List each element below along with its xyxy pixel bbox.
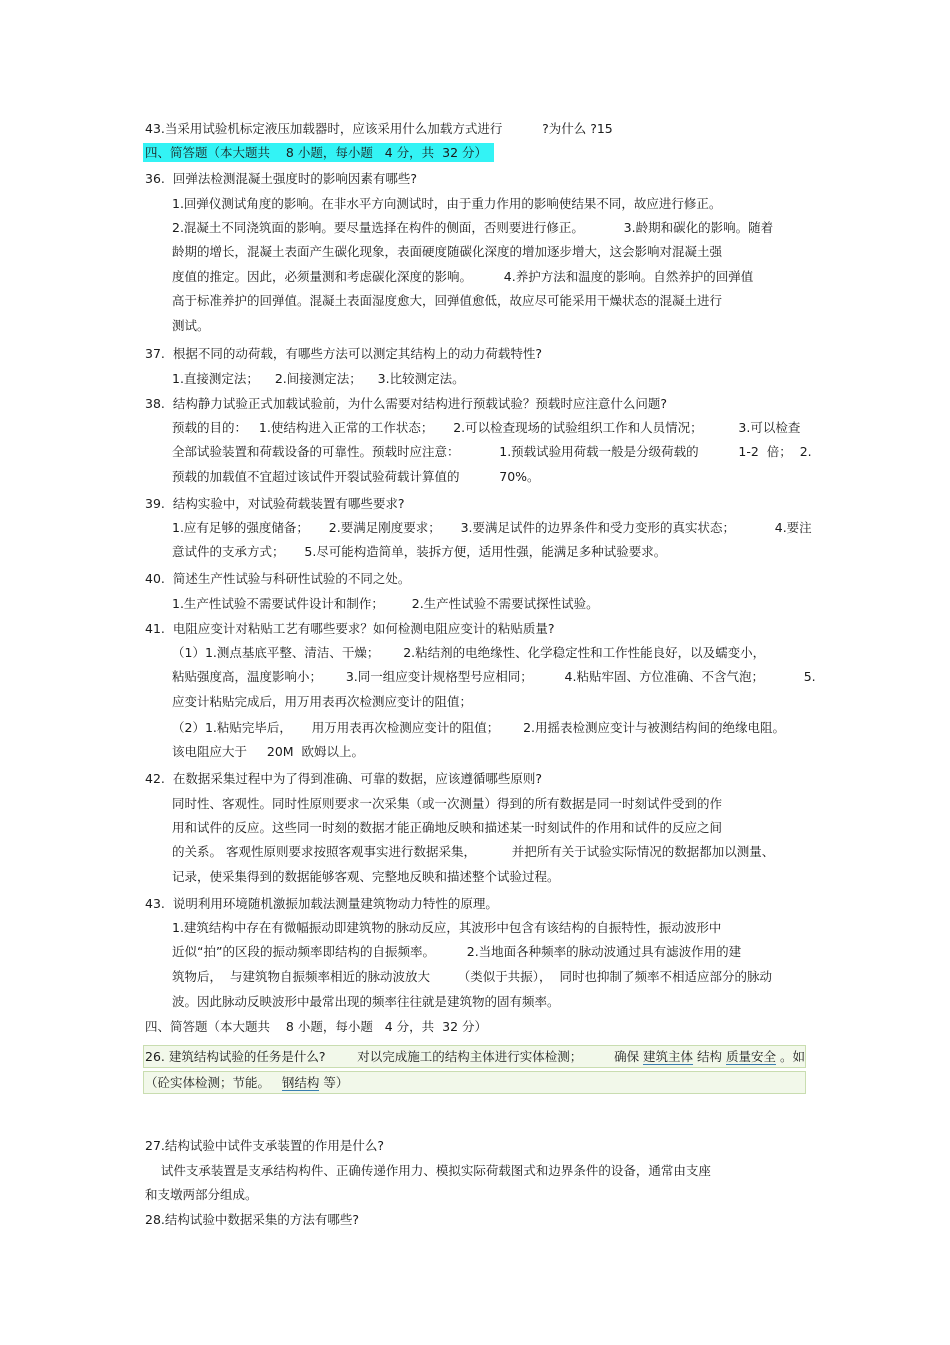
answer-39-line-1: 1.应有足够的强度储备； 2.要满足刚度要求； 3.要满足试件的边界条件和受力变形的真实状态； 4.要注 — [172, 520, 812, 535]
answer-36-line-2: 2.混凝土不同浇筑面的影响。要尽量选择在构件的侧面，否则要进行修正。 3.龄期和碳化的影响。随着 — [172, 220, 774, 235]
section-heading: 四、简答题（本大题共 8 小题，每小题 4 分，共 32 分） — [145, 1019, 487, 1034]
question-38: 38. 结构静力试验正式加载试验前，为什么需要对结构进行预载试验？预载时应注意什么问题? — [145, 396, 667, 411]
question-27: 27.结构试验中试件支承装置的作用是什么? — [145, 1138, 385, 1153]
answer-36-line-3: 龄期的增长，混凝土表面产生碳化现象，表面硬度随碳化深度的增加逐步增大，这会影响对混凝土强 — [172, 244, 723, 259]
answer-42-line-3: 的关系。 客观性原则要求按照客观事实进行数据采集， 并把所有关于试验实际情况的数据都加以测量、 — [172, 844, 775, 859]
answer-40: 1.生产性试验不需要试件设计和制作； 2.生产性试验不需要试探性试验。 — [172, 596, 599, 611]
answer-36-line-4: 度值的推定。因此，必须量测和考虑碳化深度的影响。 4.养护方法和温度的影响。自然养护的回弹值 — [172, 269, 754, 284]
section-heading-highlighted: 四、简答题（本大题共 8 小题，每小题 4 分，共 32 分） — [145, 145, 487, 160]
answer-36-line-6: 测试。 — [172, 318, 210, 333]
question-28: 28.结构试验中数据采集的方法有哪些? — [145, 1212, 360, 1227]
answer-39-line-2: 意试件的支承方式； 5.尽可能构造简单，装拆方便，适用性强，能满足多种试验要求。 — [172, 544, 667, 559]
answer-43-line-1: 1.建筑结构中存在有微幅振动即建筑物的脉动反应，其波形中包含有该结构的自振特性，振动波形中 — [172, 920, 722, 935]
question-42: 42. 在数据采集过程中为了得到准确、可靠的数据，应该遵循哪些原则? — [145, 771, 542, 786]
answer-42-line-1: 同时性、客观性。同时性原则要求一次采集（或一次测量）得到的所有数据是同一时刻试件受到的作 — [172, 796, 723, 811]
answer-42-line-2: 用和试件的反应。这些同一时刻的数据才能正确地反映和描述某一时刻试件的作用和试件的反应之间 — [172, 820, 723, 835]
answer-43-line-2: 近似“拍”的区段的振动频率即结构的自振频率。 2.当地面各种频率的脉动波通过具有滤波作用的建 — [172, 944, 742, 959]
question-39: 39. 结构实验中，对试验荷载装置有哪些要求? — [145, 496, 405, 511]
answer-41-line-2: 粘贴强度高，温度影响小； 3.同一组应变计规格型号应相同； 4.粘贴牢固、方位准确、不含气泡； 5. — [172, 669, 816, 684]
question-36: 36. 回弹法检测混凝土强度时的影响因素有哪些? — [145, 171, 417, 186]
answer-26-continued: （砼实体检测；节能。 钢结构 等） — [145, 1075, 349, 1090]
link-steel-structure[interactable]: 钢结构 — [281, 1075, 320, 1090]
answer-43-line-4: 波。因此脉动反映波形中最常出现的频率往往就是建筑物的固有频率。 — [172, 994, 560, 1009]
answer-38-line-2: 全部试验装置和荷载设备的可靠性。预载时应注意： 1.预载试验用荷载一般是分级荷载的 1-2 倍； 2. — [172, 444, 812, 459]
question-37: 37. 根据不同的动荷载，有哪些方法可以测定其结构上的动力荷载特性? — [145, 346, 542, 361]
answer-42-line-4: 记录，使采集得到的数据能够客观、完整地反映和描述整个试验过程。 — [172, 869, 560, 884]
answer-41-line-4: （2）1.粘贴完毕后， 用万用表再次检测应变计的阻值； 2.用摇表检测应变计与被测结构间的绝缘电阻。 — [172, 720, 786, 735]
question-41: 41. 电阻应变计对粘贴工艺有哪些要求？如何检测电阻应变计的粘贴质量? — [145, 621, 555, 636]
answer-43-line-3: 筑物后， 与建筑物自振频率相近的脉动波放大 （类似于共振）， 同时也抑制了频率不相适应部分的脉动 — [172, 969, 772, 984]
question-43-load-method: 43.当采用试验机标定液压加载器时，应该采用什么加载方式进行 ?为什么 ?15 — [145, 121, 613, 136]
answer-41-line-3: 应变计粘贴完成后，用万用表再次检测应变计的阻值； — [172, 694, 473, 709]
link-building-main[interactable]: 建筑主体 — [643, 1049, 694, 1064]
answer-36-line-5: 高于标准养护的回弹值。混凝土表面湿度愈大，回弹值愈低，故应尽可能采用干燥状态的混凝土进行 — [172, 293, 723, 308]
answer-27-line-1: 试件支承装置是支承结构构件、正确传递作用力、模拟实际荷载图式和边界条件的设备，通常由支座 — [145, 1163, 711, 1178]
answer-38-line-1: 预载的目的： 1.使结构进入正常的工作状态； 2.可以检查现场的试验组织工作和人员情况； 3.可以检查 — [172, 420, 801, 435]
answer-41-line-5: 该电阻应大于 20M 欧姆以上。 — [172, 744, 365, 759]
question-40: 40. 简述生产性试验与科研性试验的不同之处。 — [145, 571, 411, 586]
answer-41-line-1: （1）1.测点基底平整、清洁、干燥； 2.粘结剂的电绝缘性、化学稳定性和工作性能良好，以及蠕变小， — [172, 645, 766, 660]
link-quality-safety[interactable]: 质量安全 — [726, 1049, 777, 1064]
answer-36-line-1: 1.回弹仪测试角度的影响。在非水平方向测试时，由于重力作用的影响使结果不同，故应进行修正。 — [172, 196, 722, 211]
question-26-with-answer: 26. 建筑结构试验的任务是什么? 对以完成施工的结构主体进行实体检测； 确保 建筑主体 结构 质量安全 。如 — [145, 1049, 806, 1064]
answer-38-line-3: 预载的加载值不宜超过该试件开裂试验荷载计算值的 70%。 — [172, 469, 540, 484]
answer-37: 1.直接测定法； 2.间接测定法； 3.比较测定法。 — [172, 371, 465, 386]
answer-27-line-2: 和支墩两部分组成。 — [145, 1187, 258, 1202]
question-43: 43. 说明利用环境随机激振加载法测量建筑物动力特性的原理。 — [145, 896, 498, 911]
